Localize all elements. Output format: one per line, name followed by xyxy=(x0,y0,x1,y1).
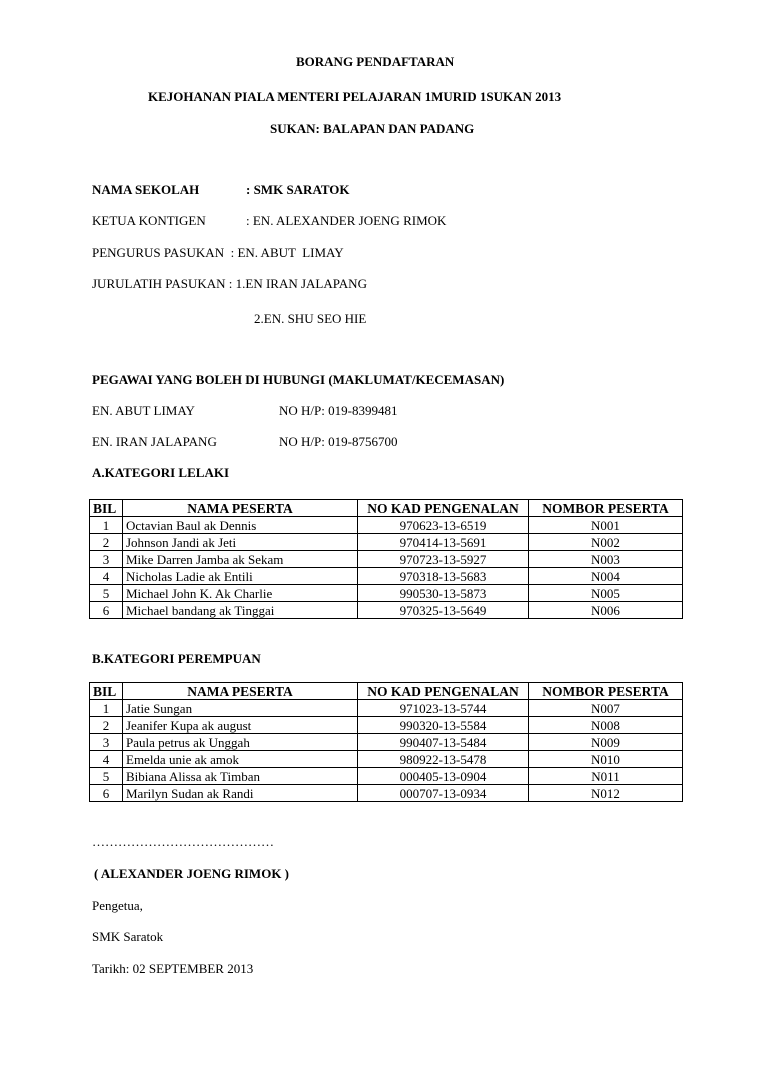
leader-label: KETUA KONTIGEN xyxy=(92,213,206,228)
cell-bil: 3 xyxy=(90,551,123,568)
cell-ic: 970414-13-5691 xyxy=(358,534,529,551)
signature-line: …………………………………… xyxy=(92,834,274,849)
col-bil: BIL xyxy=(90,500,123,517)
cell-number: N001 xyxy=(529,517,683,534)
signatory-position: Pengetua, xyxy=(92,898,143,913)
cell-ic: 000707-13-0934 xyxy=(358,785,529,802)
cell-ic: 990320-13-5584 xyxy=(358,717,529,734)
cell-bil: 2 xyxy=(90,534,123,551)
table-header-row xyxy=(90,683,683,700)
table-row xyxy=(90,534,683,551)
cell-name: Mike Darren Jamba ak Sekam xyxy=(123,551,358,568)
cell-name: Paula petrus ak Unggah xyxy=(123,734,358,751)
cell-bil: 5 xyxy=(90,768,123,785)
cell-number: N012 xyxy=(529,785,683,802)
cell-bil: 1 xyxy=(90,517,123,534)
cell-ic: 990407-13-5484 xyxy=(358,734,529,751)
cell-number: N011 xyxy=(529,768,683,785)
cell-bil: 3 xyxy=(90,734,123,751)
contact-name: EN. IRAN JALAPANG xyxy=(92,434,217,449)
cell-bil: 4 xyxy=(90,568,123,585)
cell-bil: 1 xyxy=(90,700,123,717)
female-table xyxy=(89,682,683,802)
cell-name: Octavian Baul ak Dennis xyxy=(123,517,358,534)
col-ic: NO KAD PENGENALAN xyxy=(358,500,529,517)
cell-ic: 000405-13-0904 xyxy=(358,768,529,785)
col-name: NAMA PESERTA xyxy=(123,500,358,517)
cell-number: N002 xyxy=(529,534,683,551)
cell-name: Jeanifer Kupa ak august xyxy=(123,717,358,734)
table-row xyxy=(90,751,683,768)
female-heading: B.KATEGORI PEREMPUAN xyxy=(92,651,261,666)
contact-phone: NO H/P: 019-8756700 xyxy=(279,434,398,449)
cell-number: N005 xyxy=(529,585,683,602)
cell-number: N010 xyxy=(529,751,683,768)
event-title: KEJOHANAN PIALA MENTERI PELAJARAN 1MURID 1SUKAN 2013 xyxy=(148,89,562,104)
cell-bil: 5 xyxy=(90,585,123,602)
cell-number: N009 xyxy=(529,734,683,751)
col-number: NOMBOR PESERTA xyxy=(529,500,683,517)
table-row xyxy=(90,717,683,734)
table-row xyxy=(90,602,683,619)
female-table-body xyxy=(90,700,683,802)
document-date: Tarikh: 02 SEPTEMBER 2013 xyxy=(92,961,254,976)
contact-phone: NO H/P: 019-8399481 xyxy=(279,403,398,418)
male-table xyxy=(89,499,683,619)
cell-number: N004 xyxy=(529,568,683,585)
table-row xyxy=(90,568,683,585)
cell-ic: 990530-13-5873 xyxy=(358,585,529,602)
cell-name: Michael John K. Ak Charlie xyxy=(123,585,358,602)
col-number: NOMBOR PESERTA xyxy=(529,683,683,700)
school-value: : SMK SARATOK xyxy=(246,182,350,197)
cell-name: Johnson Jandi ak Jeti xyxy=(123,534,358,551)
signatory-name: ( ALEXANDER JOENG RIMOK ) xyxy=(94,866,290,881)
signatory-school: SMK Saratok xyxy=(92,929,164,944)
col-bil: BIL xyxy=(90,683,123,700)
cell-ic: 970318-13-5683 xyxy=(358,568,529,585)
col-name: NAMA PESERTA xyxy=(123,683,358,700)
cell-bil: 2 xyxy=(90,717,123,734)
table-header-row xyxy=(90,500,683,517)
cell-number: N006 xyxy=(529,602,683,619)
table-row xyxy=(90,785,683,802)
cell-name: Jatie Sungan xyxy=(123,700,358,717)
cell-ic: 980922-13-5478 xyxy=(358,751,529,768)
coach-line: JURULATIH PASUKAN : 1.EN IRAN JALAPANG xyxy=(92,276,367,291)
contacts-heading: PEGAWAI YANG BOLEH DI HUBUNGI (MAKLUMAT/KECEMASAN) xyxy=(92,372,505,387)
male-table-body xyxy=(90,517,683,619)
cell-bil: 6 xyxy=(90,602,123,619)
table-row xyxy=(90,585,683,602)
col-ic: NO KAD PENGENALAN xyxy=(358,683,529,700)
cell-bil: 6 xyxy=(90,785,123,802)
contact-name: EN. ABUT LIMAY xyxy=(92,403,195,418)
cell-number: N003 xyxy=(529,551,683,568)
cell-ic: 970723-13-5927 xyxy=(358,551,529,568)
cell-ic: 970325-13-5649 xyxy=(358,602,529,619)
table-row xyxy=(90,700,683,717)
cell-ic: 971023-13-5744 xyxy=(358,700,529,717)
table-row xyxy=(90,734,683,751)
table-row xyxy=(90,551,683,568)
cell-ic: 970623-13-6519 xyxy=(358,517,529,534)
male-heading: A.KATEGORI LELAKI xyxy=(92,465,230,480)
form-title: BORANG PENDAFTARAN xyxy=(296,54,455,69)
school-label: NAMA SEKOLAH xyxy=(92,182,200,197)
cell-bil: 4 xyxy=(90,751,123,768)
cell-name: Nicholas Ladie ak Entili xyxy=(123,568,358,585)
cell-name: Bibiana Alissa ak Timban xyxy=(123,768,358,785)
table-row xyxy=(90,768,683,785)
cell-name: Emelda unie ak amok xyxy=(123,751,358,768)
leader-value: : EN. ALEXANDER JOENG RIMOK xyxy=(246,213,447,228)
cell-number: N008 xyxy=(529,717,683,734)
coach-2: 2.EN. SHU SEO HIE xyxy=(254,311,367,326)
table-row xyxy=(90,517,683,534)
manager-line: PENGURUS PASUKAN : EN. ABUT LIMAY xyxy=(92,245,344,260)
cell-number: N007 xyxy=(529,700,683,717)
cell-name: Michael bandang ak Tinggai xyxy=(123,602,358,619)
cell-name: Marilyn Sudan ak Randi xyxy=(123,785,358,802)
sport-title: SUKAN: BALAPAN DAN PADANG xyxy=(270,121,475,136)
